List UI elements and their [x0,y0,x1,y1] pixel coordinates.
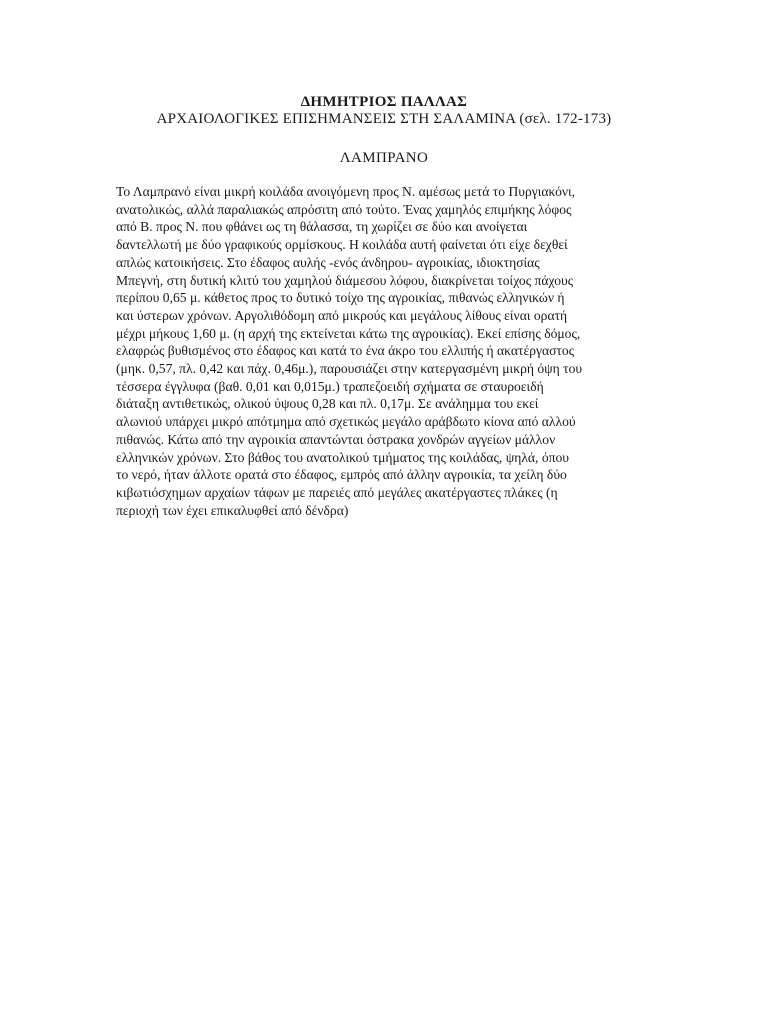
body-line: και ύστερων χρόνων. Αργολιθόδομη από μικρούς και μεγάλους λίθους είναι ορατή [116,307,568,323]
body-line: κιβωτιόσχημων αρχαίων τάφων με παρειές από μεγάλες ακατέργαστες πλάκες (η [116,484,558,500]
body-line: περίπου 0,65 μ. κάθετος προς το δυτικό τοίχο της αγροικίας, πιθανώς ελληνικών ή [116,290,565,306]
author-heading: ΔΗΜΗΤΡΙΟΣ ΠΑΛΛΑΣ [300,94,468,110]
body-line: πιθανώς. Κάτω από την αγροικία απαντώνται όστρακα χονδρών αγγείων μάλλον [116,431,556,447]
section-title: ΛΑΜΠΡΑΝΟ [339,150,429,166]
body-line: Το Λαμπρανό είναι μικρή κοιλάδα ανοιγόμενη προς Ν. αμέσως μετά το Πυργιακόνι, [116,184,576,199]
body-line: ελαφρώς βυθισμένος στο έδαφος και κατά το ένα άκρο του ελλιπής ή ακατέργαστος [116,343,575,359]
body-line: τέσσερα έγγλυφα (βαθ. 0,01 και 0,015μ.) τραπεζοειδή σχήματα σε σταυροειδή [116,378,544,394]
body-line: (μηκ. 0,57, πλ. 0,42 και πάχ. 0,46μ.), παρουσιάζει στην κατεργασμένη μικρή όψη του [116,361,583,377]
body-line: το νερό, ήταν άλλοτε ορατά στο έδαφος, εμπρός από άλλην αγροικία, τα χείλη δύο [116,467,567,483]
body-line: ανατολικώς, αλλά παραλιακώς απρόσιτη από τούτο. Ένας χαμηλός επιμήκης λόφος [116,201,572,217]
document-subtitle: ΑΡΧΑΙΟΛΟΓΙΚΕΣ ΕΠΙΣΗΜΑΝΣΕΙΣ ΣΤΗ ΣΑΛΑΜΙΝΑ (σελ. 172-173) [156,111,612,127]
body-line: δαντελλωτή με δύο γραφικούς ορμίσκους. Η κοιλάδα αυτή φαίνεται ότι είχε δεχθεί [116,237,568,253]
body-line: από Β. προς Ν. που φθάνει ως τη θάλασσα, τη χωρίζει σε δύο και ανοίγεται [116,219,528,235]
body-line: μέχρι μήκους 1,60 μ. (η αρχή της εκτείνεται κάτω της αγροικίας). Εκεί επίσης δόμος, [116,325,581,341]
body-line: Μπεγνή, στη δυτική κλιτύ του χαμηλού διάμεσου λόφου, διακρίνεται τοίχος πάχους [116,272,574,288]
body-line: περιοχή των έχει επικαλυφθεί από δένδρα) [116,502,349,518]
body-paragraph [116,183,644,519]
body-line: αλωνιού υπάρχει μικρό απότμημα από σχετικώς μεγάλο αράβδωτο κίονα από αλλού [116,414,576,430]
body-line: απλώς κατοικήσεις. Στο έδαφος αυλής -ενός άνδηρου- αγροικίας, ιδιοκτησίας [116,254,540,270]
body-line: διάταξη αντιθετικώς, ολικού ύψους 0,28 και πλ. 0,17μ. Σε ανάλημμα του εκεί [116,396,539,412]
body-line: ελληνικών χρόνων. Στο βάθος του ανατολικού τμήματος της κοιλάδας, ψηλά, όπου [116,449,570,465]
